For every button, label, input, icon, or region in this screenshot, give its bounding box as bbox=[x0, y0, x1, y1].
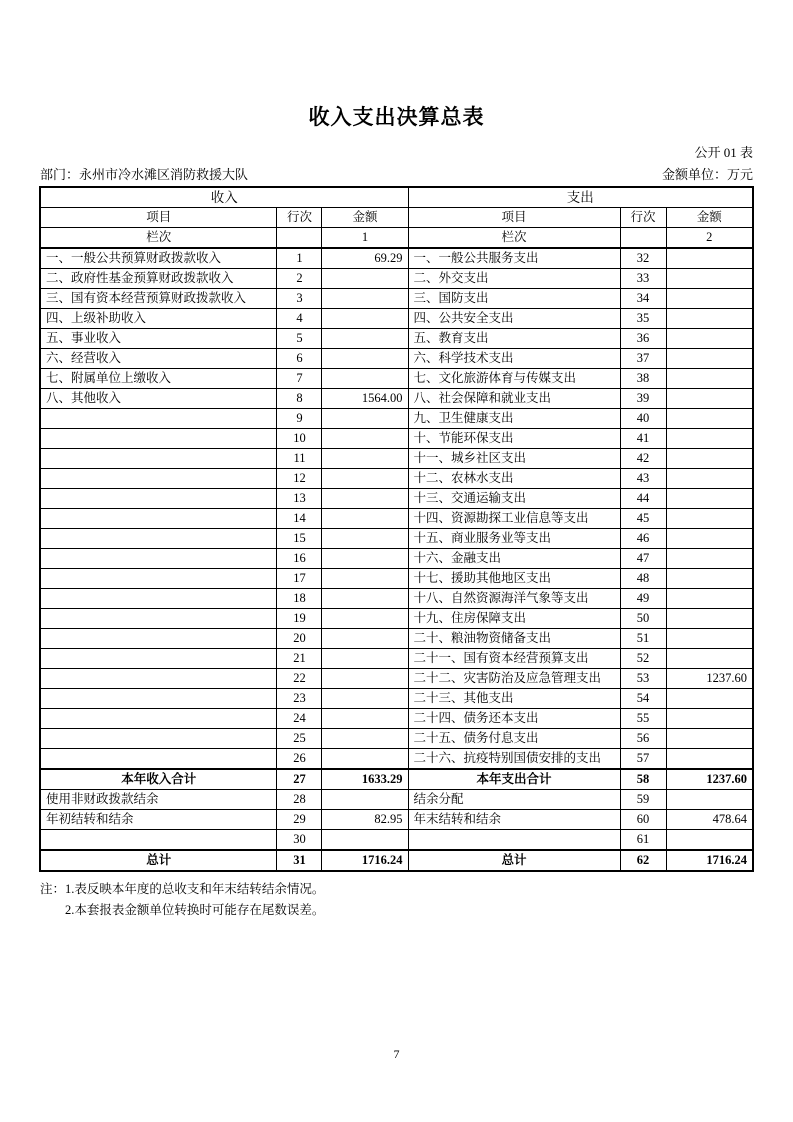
income-item bbox=[40, 429, 277, 449]
expense-item: 十七、援助其他地区支出 bbox=[408, 569, 620, 589]
expense-line-no: 53 bbox=[620, 669, 666, 689]
income-line-no: 10 bbox=[277, 429, 322, 449]
income-amount bbox=[322, 469, 408, 489]
income-amount bbox=[322, 349, 408, 369]
income-item bbox=[40, 749, 277, 770]
expense-item: 本年支出合计 bbox=[408, 769, 620, 790]
expense-line-no: 45 bbox=[620, 509, 666, 529]
income-item bbox=[40, 509, 277, 529]
income-line-no: 25 bbox=[277, 729, 322, 749]
table-row bbox=[40, 469, 753, 489]
income-item bbox=[40, 729, 277, 749]
table-row bbox=[40, 248, 753, 269]
expense-line-no: 55 bbox=[620, 709, 666, 729]
table-row bbox=[40, 329, 753, 349]
expense-item: 五、教育支出 bbox=[408, 329, 620, 349]
expense-line-no: 32 bbox=[620, 248, 666, 269]
expense-item: 二十五、债务付息支出 bbox=[408, 729, 620, 749]
income-line-no: 1 bbox=[277, 248, 322, 269]
table-row bbox=[40, 389, 753, 409]
expense-index-label: 栏次 bbox=[408, 228, 620, 249]
expense-item: 八、社会保障和就业支出 bbox=[408, 389, 620, 409]
expense-amount: 1237.60 bbox=[666, 669, 753, 689]
expense-line-no: 48 bbox=[620, 569, 666, 589]
income-item: 八、其他收入 bbox=[40, 389, 277, 409]
income-item: 七、附属单位上缴收入 bbox=[40, 369, 277, 389]
income-line-no: 26 bbox=[277, 749, 322, 770]
expense-line-no: 47 bbox=[620, 549, 666, 569]
table-row bbox=[40, 309, 753, 329]
income-amount bbox=[322, 309, 408, 329]
income-line-no: 14 bbox=[277, 509, 322, 529]
table-row bbox=[40, 589, 753, 609]
group-header-row bbox=[40, 187, 753, 208]
expense-section-header: 支出 bbox=[408, 187, 753, 208]
income-item bbox=[40, 549, 277, 569]
income-line-no: 6 bbox=[277, 349, 322, 369]
table-number: 公开 01 表 bbox=[694, 145, 753, 160]
table-row bbox=[40, 810, 753, 830]
department-label: 部门：永州市冷水滩区消防救援大队 bbox=[40, 167, 249, 182]
income-line-header: 行次 bbox=[277, 208, 322, 228]
income-amount bbox=[322, 689, 408, 709]
income-item: 五、事业收入 bbox=[40, 329, 277, 349]
expense-amount bbox=[666, 589, 753, 609]
table-row bbox=[40, 769, 753, 790]
expense-item: 十九、住房保障支出 bbox=[408, 609, 620, 629]
expense-item: 十三、交通运输支出 bbox=[408, 489, 620, 509]
expense-amount: 1237.60 bbox=[666, 769, 753, 790]
income-line-no: 29 bbox=[277, 810, 322, 830]
expense-item: 二十四、债务还本支出 bbox=[408, 709, 620, 729]
expense-item: 十、节能环保支出 bbox=[408, 429, 620, 449]
expense-line-no: 51 bbox=[620, 629, 666, 649]
income-line-no: 18 bbox=[277, 589, 322, 609]
expense-line-header: 行次 bbox=[620, 208, 666, 228]
income-item bbox=[40, 709, 277, 729]
income-line-no: 16 bbox=[277, 549, 322, 569]
expense-amount: 478.64 bbox=[666, 810, 753, 830]
expense-line-no: 59 bbox=[620, 790, 666, 810]
income-section-header: 收入 bbox=[40, 187, 408, 208]
table-row bbox=[40, 549, 753, 569]
expense-amount bbox=[666, 269, 753, 289]
income-amount bbox=[322, 549, 408, 569]
income-amount bbox=[322, 269, 408, 289]
income-amount bbox=[322, 629, 408, 649]
income-line-no: 21 bbox=[277, 649, 322, 669]
expense-item-header: 项目 bbox=[408, 208, 620, 228]
income-item bbox=[40, 830, 277, 851]
income-index-label: 栏次 bbox=[40, 228, 277, 249]
expense-line-no: 42 bbox=[620, 449, 666, 469]
expense-line-no: 36 bbox=[620, 329, 666, 349]
page-number: 7 bbox=[393, 1047, 400, 1061]
table-row bbox=[40, 369, 753, 389]
expense-item: 二十、粮油物资储备支出 bbox=[408, 629, 620, 649]
expense-amount bbox=[666, 709, 753, 729]
expense-amount bbox=[666, 489, 753, 509]
table-body bbox=[40, 248, 753, 871]
expense-amount-header: 金额 bbox=[666, 208, 753, 228]
expense-item bbox=[408, 830, 620, 851]
income-item: 一、一般公共预算财政拨款收入 bbox=[40, 248, 277, 269]
income-line-no: 8 bbox=[277, 389, 322, 409]
expense-item: 七、文化旅游体育与传媒支出 bbox=[408, 369, 620, 389]
expense-amount bbox=[666, 289, 753, 309]
expense-line-no: 46 bbox=[620, 529, 666, 549]
income-item: 使用非财政拨款结余 bbox=[40, 790, 277, 810]
notes-block bbox=[40, 879, 753, 921]
income-item: 六、经营收入 bbox=[40, 349, 277, 369]
notes-lines bbox=[65, 879, 324, 921]
income-amount bbox=[322, 609, 408, 629]
income-item bbox=[40, 629, 277, 649]
expense-item: 十八、自然资源海洋气象等支出 bbox=[408, 589, 620, 609]
income-amount bbox=[322, 429, 408, 449]
expense-amount bbox=[666, 449, 753, 469]
expense-item: 二十一、国有资本经营预算支出 bbox=[408, 649, 620, 669]
expense-item: 二十六、抗疫特别国债安排的支出 bbox=[408, 749, 620, 770]
expense-index-blank bbox=[620, 228, 666, 249]
income-amount bbox=[322, 329, 408, 349]
expense-amount bbox=[666, 509, 753, 529]
expense-item: 四、公共安全支出 bbox=[408, 309, 620, 329]
expense-amount bbox=[666, 429, 753, 449]
income-line-no: 19 bbox=[277, 609, 322, 629]
table-row bbox=[40, 649, 753, 669]
expense-item: 十四、资源勘探工业信息等支出 bbox=[408, 509, 620, 529]
expense-line-no: 54 bbox=[620, 689, 666, 709]
expense-item: 九、卫生健康支出 bbox=[408, 409, 620, 429]
income-amount: 1716.24 bbox=[322, 850, 408, 871]
income-line-no: 20 bbox=[277, 629, 322, 649]
income-line-no: 17 bbox=[277, 569, 322, 589]
table-row bbox=[40, 349, 753, 369]
income-amount: 1564.00 bbox=[322, 389, 408, 409]
expense-item: 十一、城乡社区支出 bbox=[408, 449, 620, 469]
income-expense-table bbox=[39, 186, 754, 872]
income-amount bbox=[322, 729, 408, 749]
expense-amount bbox=[666, 569, 753, 589]
table-row bbox=[40, 409, 753, 429]
expense-line-no: 44 bbox=[620, 489, 666, 509]
expense-line-no: 43 bbox=[620, 469, 666, 489]
income-item: 本年收入合计 bbox=[40, 769, 277, 790]
income-line-no: 27 bbox=[277, 769, 322, 790]
expense-line-no: 39 bbox=[620, 389, 666, 409]
income-line-no: 7 bbox=[277, 369, 322, 389]
income-item bbox=[40, 489, 277, 509]
income-item bbox=[40, 529, 277, 549]
income-line-no: 13 bbox=[277, 489, 322, 509]
expense-item: 二、外交支出 bbox=[408, 269, 620, 289]
expense-line-no: 49 bbox=[620, 589, 666, 609]
expense-amount bbox=[666, 830, 753, 851]
income-amount bbox=[322, 529, 408, 549]
income-item bbox=[40, 449, 277, 469]
expense-amount bbox=[666, 749, 753, 770]
income-line-no: 30 bbox=[277, 830, 322, 851]
table-row bbox=[40, 289, 753, 309]
income-line-no: 9 bbox=[277, 409, 322, 429]
expense-line-no: 34 bbox=[620, 289, 666, 309]
table-row bbox=[40, 830, 753, 851]
income-amount bbox=[322, 709, 408, 729]
table-row bbox=[40, 569, 753, 589]
expense-amount bbox=[666, 248, 753, 269]
expense-amount bbox=[666, 549, 753, 569]
expense-line-no: 37 bbox=[620, 349, 666, 369]
page-title: 收入支出决算总表 bbox=[308, 105, 485, 129]
meta-row bbox=[40, 164, 753, 183]
expense-item: 三、国防支出 bbox=[408, 289, 620, 309]
income-item bbox=[40, 689, 277, 709]
expense-line-no: 56 bbox=[620, 729, 666, 749]
expense-line-no: 62 bbox=[620, 850, 666, 871]
expense-amount: 1716.24 bbox=[666, 850, 753, 871]
note-line-1: 1.表反映本年度的总收支和年末结转结余情况。 bbox=[65, 882, 325, 896]
income-item: 年初结转和结余 bbox=[40, 810, 277, 830]
table-row bbox=[40, 609, 753, 629]
income-item bbox=[40, 589, 277, 609]
table-row bbox=[40, 709, 753, 729]
expense-item: 六、科学技术支出 bbox=[408, 349, 620, 369]
expense-amount bbox=[666, 369, 753, 389]
income-line-no: 11 bbox=[277, 449, 322, 469]
table-row bbox=[40, 669, 753, 689]
income-amount bbox=[322, 790, 408, 810]
expense-line-no: 52 bbox=[620, 649, 666, 669]
table-row bbox=[40, 790, 753, 810]
income-amount bbox=[322, 569, 408, 589]
income-amount bbox=[322, 830, 408, 851]
expense-item: 年末结转和结余 bbox=[408, 810, 620, 830]
table-row bbox=[40, 449, 753, 469]
income-index-blank bbox=[277, 228, 322, 249]
table-row bbox=[40, 729, 753, 749]
income-amount bbox=[322, 589, 408, 609]
table-row bbox=[40, 689, 753, 709]
table-row bbox=[40, 509, 753, 529]
income-line-no: 22 bbox=[277, 669, 322, 689]
expense-amount bbox=[666, 389, 753, 409]
income-line-no: 28 bbox=[277, 790, 322, 810]
expense-line-no: 35 bbox=[620, 309, 666, 329]
income-line-no: 24 bbox=[277, 709, 322, 729]
income-line-no: 15 bbox=[277, 529, 322, 549]
expense-amount bbox=[666, 469, 753, 489]
income-item: 四、上级补助收入 bbox=[40, 309, 277, 329]
income-item bbox=[40, 469, 277, 489]
expense-amount bbox=[666, 329, 753, 349]
column-index-row bbox=[40, 228, 753, 249]
income-item: 总计 bbox=[40, 850, 277, 871]
expense-line-no: 60 bbox=[620, 810, 666, 830]
expense-amount bbox=[666, 309, 753, 329]
expense-item: 一、一般公共服务支出 bbox=[408, 248, 620, 269]
income-item bbox=[40, 569, 277, 589]
income-amount-header: 金额 bbox=[322, 208, 408, 228]
income-line-no: 3 bbox=[277, 289, 322, 309]
income-line-no: 4 bbox=[277, 309, 322, 329]
income-line-no: 5 bbox=[277, 329, 322, 349]
income-amount bbox=[322, 749, 408, 770]
income-line-no: 23 bbox=[277, 689, 322, 709]
expense-item: 总计 bbox=[408, 850, 620, 871]
expense-line-no: 58 bbox=[620, 769, 666, 790]
notes-label: 注： bbox=[40, 882, 66, 896]
expense-col-number: 2 bbox=[666, 228, 753, 249]
income-amount: 1633.29 bbox=[322, 769, 408, 790]
expense-item: 十五、商业服务业等支出 bbox=[408, 529, 620, 549]
table-row bbox=[40, 269, 753, 289]
income-amount bbox=[322, 369, 408, 389]
income-amount bbox=[322, 409, 408, 429]
expense-line-no: 33 bbox=[620, 269, 666, 289]
income-amount bbox=[322, 449, 408, 469]
expense-line-no: 40 bbox=[620, 409, 666, 429]
expense-line-no: 61 bbox=[620, 830, 666, 851]
income-amount bbox=[322, 289, 408, 309]
income-amount bbox=[322, 509, 408, 529]
expense-amount bbox=[666, 629, 753, 649]
expense-line-no: 38 bbox=[620, 369, 666, 389]
income-item-header: 项目 bbox=[40, 208, 277, 228]
table-row bbox=[40, 489, 753, 509]
table-header bbox=[40, 187, 753, 248]
table-row bbox=[40, 429, 753, 449]
income-item bbox=[40, 609, 277, 629]
income-line-no: 2 bbox=[277, 269, 322, 289]
income-line-no: 12 bbox=[277, 469, 322, 489]
expense-amount bbox=[666, 689, 753, 709]
expense-amount bbox=[666, 409, 753, 429]
income-item bbox=[40, 649, 277, 669]
expense-amount bbox=[666, 790, 753, 810]
expense-item: 十六、金融支出 bbox=[408, 549, 620, 569]
expense-amount bbox=[666, 349, 753, 369]
table-row bbox=[40, 749, 753, 770]
income-line-no: 31 bbox=[277, 850, 322, 871]
note-line-2: 2.本套报表金额单位转换时可能存在尾数误差。 bbox=[65, 903, 325, 917]
expense-line-no: 50 bbox=[620, 609, 666, 629]
expense-item: 结余分配 bbox=[408, 790, 620, 810]
expense-amount bbox=[666, 729, 753, 749]
expense-amount bbox=[666, 609, 753, 629]
table-row bbox=[40, 629, 753, 649]
income-amount: 82.95 bbox=[322, 810, 408, 830]
expense-amount bbox=[666, 649, 753, 669]
income-col-number: 1 bbox=[322, 228, 408, 249]
expense-amount bbox=[666, 529, 753, 549]
income-item bbox=[40, 409, 277, 429]
expense-item: 二十三、其他支出 bbox=[408, 689, 620, 709]
income-item: 三、国有资本经营预算财政拨款收入 bbox=[40, 289, 277, 309]
expense-item: 十二、农林水支出 bbox=[408, 469, 620, 489]
expense-line-no: 57 bbox=[620, 749, 666, 770]
income-amount bbox=[322, 489, 408, 509]
table-row bbox=[40, 529, 753, 549]
expense-item: 二十二、灾害防治及应急管理支出 bbox=[408, 669, 620, 689]
unit-label: 金额单位：万元 bbox=[661, 167, 753, 182]
table-row bbox=[40, 850, 753, 871]
income-amount: 69.29 bbox=[322, 248, 408, 269]
income-amount bbox=[322, 649, 408, 669]
expense-line-no: 41 bbox=[620, 429, 666, 449]
income-amount bbox=[322, 669, 408, 689]
income-item: 二、政府性基金预算财政拨款收入 bbox=[40, 269, 277, 289]
income-item bbox=[40, 669, 277, 689]
column-header-row bbox=[40, 208, 753, 228]
